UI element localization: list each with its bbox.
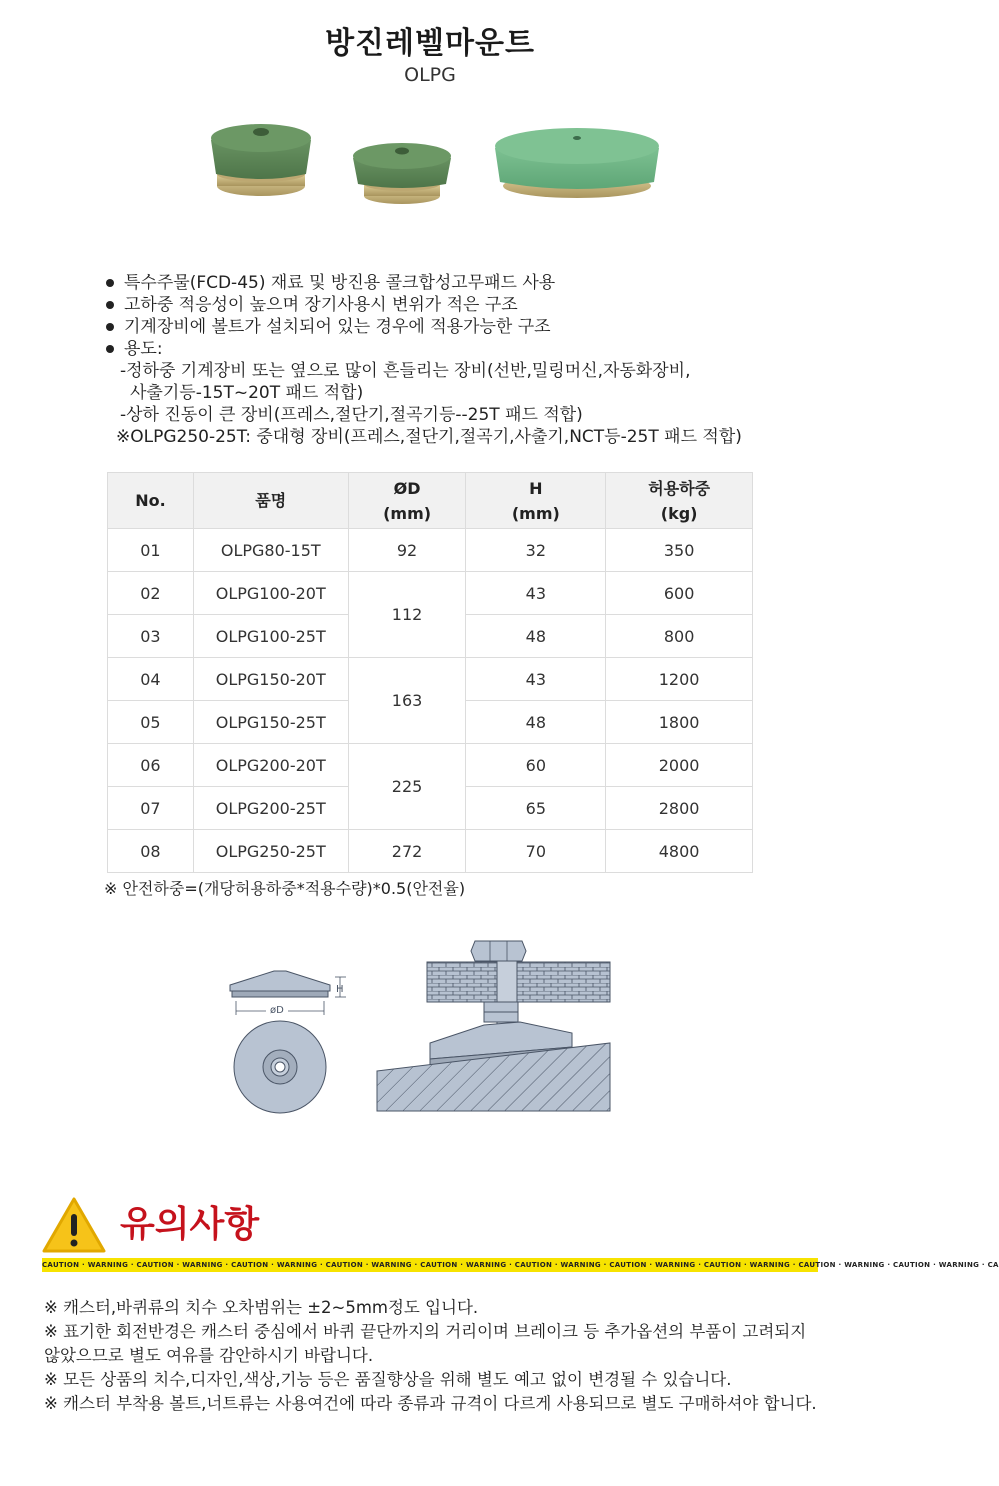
product-images xyxy=(200,118,670,218)
technical-diagram xyxy=(222,935,612,1130)
spec-table xyxy=(107,472,753,873)
table-row xyxy=(108,744,753,787)
feature-item: 용도: xyxy=(104,338,804,360)
cell-diameter: 272 xyxy=(348,830,466,873)
table-header-row xyxy=(108,473,753,529)
cell-load: 2800 xyxy=(606,787,753,830)
usage-line: -상하 진동이 큰 장비(프레스,절단기,절곡기등--25T 패드 적합) xyxy=(120,405,583,425)
safety-load-footnote: ※ 안전하중=(개당허용하중*적용수량)*0.5(안전율) xyxy=(104,879,466,898)
cell-height: 43 xyxy=(466,658,606,701)
notice-item: ※ 캐스터,바퀴류의 치수 오차범위는 ±2~5mm정도 입니다. xyxy=(44,1298,479,1317)
cell-height: 48 xyxy=(466,615,606,658)
cell-no: 05 xyxy=(108,701,194,744)
mount-large-image xyxy=(495,128,659,198)
header-diameter xyxy=(348,473,466,529)
page-title: 방진레벨마운트 xyxy=(325,26,535,61)
cell-no: 08 xyxy=(108,830,194,873)
cell-no: 06 xyxy=(108,744,194,787)
diameter-dimension-label: øD xyxy=(270,1005,284,1016)
cell-no: 03 xyxy=(108,615,194,658)
cell-height: 65 xyxy=(466,787,606,830)
cell-load: 4800 xyxy=(606,830,753,873)
cell-diameter: 92 xyxy=(348,529,466,572)
usage-line: 사출기등-15T~20T 패드 적합) xyxy=(130,383,364,403)
header-diameter-label: ØD xyxy=(393,478,421,498)
cell-no: 04 xyxy=(108,658,194,701)
mount-small-image xyxy=(211,124,311,196)
notice-list xyxy=(44,1296,820,1416)
cell-load: 1200 xyxy=(606,658,753,701)
cell-load: 800 xyxy=(606,615,753,658)
header-height-unit: (mm) xyxy=(511,503,560,523)
header-no: No. xyxy=(108,473,194,529)
table-row xyxy=(108,830,753,873)
cell-name: OLPG150-25T xyxy=(193,701,348,744)
cell-name: OLPG100-25T xyxy=(193,615,348,658)
notice-item: ※ 모든 상품의 치수,디자인,색상,기능 등은 품질향상을 위해 별도 예고 없이 변경될 수 있습니다. xyxy=(44,1370,732,1389)
installation-view xyxy=(377,941,610,1111)
table-row xyxy=(108,529,753,572)
height-dimension-label: H xyxy=(336,984,344,995)
usage-note: ※OLPG250-25T: 중대형 장비(프레스,절단기,절곡기,사출기,NCT등-25T 패드 적합) xyxy=(116,427,742,447)
header-height-label: H xyxy=(529,478,543,498)
header-load-label: 허용하중 xyxy=(648,478,711,498)
feature-item: 기계장비에 볼트가 설치되어 있는 경우에 적용가능한 구조 xyxy=(104,316,804,338)
cell-diameter: 112 xyxy=(348,572,466,658)
header-load xyxy=(606,473,753,529)
cell-height: 43 xyxy=(466,572,606,615)
cell-load: 350 xyxy=(606,529,753,572)
cell-name: OLPG100-20T xyxy=(193,572,348,615)
model-code: OLPG xyxy=(404,64,456,86)
cell-load: 600 xyxy=(606,572,753,615)
mount-top-view xyxy=(234,1021,326,1113)
notice-item: ※ 표기한 회전반경은 캐스터 중심에서 바퀴 끝단까지의 거리이며 브레이크 등 추가옵션의 부품이 고려되지 않았으므로 별도 여유를 감안하시기 바랍니다. xyxy=(44,1322,807,1365)
header-diameter-unit: (mm) xyxy=(383,503,432,523)
cell-height: 70 xyxy=(466,830,606,873)
feature-list xyxy=(104,272,804,448)
notice-item: ※ 캐스터 부착용 볼트,너트류는 사용여건에 따라 종류과 규격이 다르게 사용되므로 별도 구매하셔야 합니다. xyxy=(44,1394,817,1413)
cell-name: OLPG200-20T xyxy=(193,744,348,787)
cell-height: 48 xyxy=(466,701,606,744)
cell-load: 2000 xyxy=(606,744,753,787)
notice-title: 유의사항 xyxy=(120,1204,260,1245)
cell-height: 32 xyxy=(466,529,606,572)
cell-name: OLPG250-25T xyxy=(193,830,348,873)
feature-item: 고하중 적응성이 높으며 장기사용시 변위가 적은 구조 xyxy=(104,294,804,316)
table-row xyxy=(108,658,753,701)
cell-diameter: 163 xyxy=(348,658,466,744)
header-height xyxy=(466,473,606,529)
feature-item: 특수주물(FCD-45) 재료 및 방진용 콜크합성고무패드 사용 xyxy=(104,272,804,294)
header-load-unit: (kg) xyxy=(660,503,698,523)
cell-diameter: 225 xyxy=(348,744,466,830)
warning-icon xyxy=(42,1196,106,1254)
usage-line: -정하중 기계장비 또는 옆으로 많이 흔들리는 장비(선반,밀링머신,자동화장비, xyxy=(120,361,691,381)
cell-load: 1800 xyxy=(606,701,753,744)
cell-no: 07 xyxy=(108,787,194,830)
cell-name: OLPG80-15T xyxy=(193,529,348,572)
cell-name: OLPG150-20T xyxy=(193,658,348,701)
mount-side-view xyxy=(230,971,346,1016)
cell-no: 02 xyxy=(108,572,194,615)
cell-height: 60 xyxy=(466,744,606,787)
cell-name: OLPG200-25T xyxy=(193,787,348,830)
header-name: 품명 xyxy=(193,473,348,529)
cell-no: 01 xyxy=(108,529,194,572)
table-row xyxy=(108,572,753,615)
mount-medium-image xyxy=(353,143,451,204)
caution-tape: CAUTION · WARNING · CAUTION · WARNING · CAUTION · WARNING · CAUTION · WARNING · CAUTION · WARNING · CAUTION · WARNING · CAUTION · WARNING · CAUTION · WARNING · CAUTION · WARNING · CAUTION · WARNING · CA xyxy=(42,1258,818,1272)
